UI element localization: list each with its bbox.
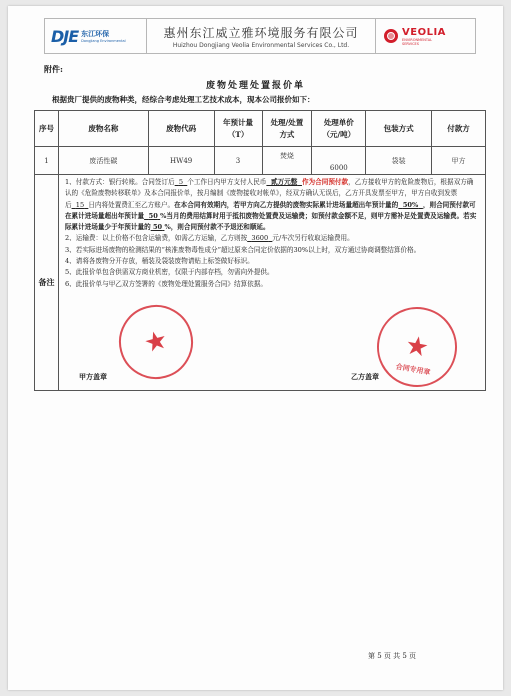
table-row (35, 147, 486, 175)
cell-annual-amount: 3 (214, 147, 262, 175)
col-header: 序号 (35, 111, 59, 147)
veolia-logo-text: VEOLIA (402, 26, 446, 38)
cell-waste-name: 废活性碳 (58, 147, 148, 175)
dongjiang-logo (45, 19, 147, 53)
attachment-label: 附件: (44, 64, 63, 74)
dje-logo-cn: 东江环保 (81, 30, 110, 38)
note-1: 1、付款方式：银行转账。合同签订后 5 个工作日内甲方支付人民币 贰万元整 作为合同预付款，乙方接收甲方的危险废物后，根据双方确认的《危险废物转移联单》及本合同报价单，按月编制《废物接收对帐单》，经双方确认无误后，乙方开具发票至甲方，甲方自收到发票后 15 日内将处置费汇至乙方账户。在本合同有效期内，若甲方向乙方提供的废物实际累计进场量超出年预计量的 50% ，则合同预付款可在累计进场量超出年预计量 50 %当月的费用结算时用于抵扣废物处置费及运输费；如预付款金额不足，则甲方需补足处置费及运输费。若实际累计进场量少于年预计量的 50 %，则合同预付款不予退还和顺延。 (64, 178, 477, 232)
col-header: 处理单价 （元/吨） (312, 111, 366, 147)
company-name-en: Huizhou Dongjiang Veolia Environmental Services Co., Ltd. (172, 41, 350, 49)
party-a-seal-label: 甲方盖章 (78, 372, 107, 381)
note-5: 5、此报价单包含供需双方商业机密，仅限于内部存档，勿需向外提供。 (64, 268, 274, 277)
note-6: 6、此报价单与甲乙双方签署的《废物处理处置服务合同》结算依据。 (64, 279, 267, 288)
col-header: 废物代码 (148, 111, 214, 147)
table-header-row (35, 111, 486, 147)
notes-row (35, 175, 486, 391)
col-header: 年预计量 （T） (214, 111, 262, 147)
note-4: 4、请将各废物分开存放，桶装及袋装废物请贴上标签做好标识。 (64, 257, 254, 266)
notes-cell (58, 175, 485, 391)
company-name-cn: 惠州东江威立雅环境服务有限公司 (163, 25, 359, 40)
document-title: 废物处理处置报价单 (205, 81, 305, 91)
cell-index: 1 (35, 147, 59, 175)
note-3: 3、若实际进场废物的检测结果的“核准废物毒性成分”超过原来合同定价依据的30%以上时，双方通过协商调整结算价格。 (64, 245, 421, 254)
cell-unit-price: 6000 (312, 147, 366, 175)
document-page (8, 6, 503, 690)
cell-packaging: 袋装 (366, 147, 432, 175)
col-header: 付款方 (432, 111, 486, 147)
dje-logo-text: DJE (51, 26, 79, 46)
note-2: 2、运输费：以上价格不包含运输费，如需乙方运输，乙方则按 3600 元/车次另行收取运输费用。 (64, 234, 354, 243)
veolia-logo (375, 19, 475, 53)
col-header: 废物名称 (58, 111, 148, 147)
letterhead (44, 18, 476, 54)
intro-text: 根据贵厂提供的废物种类，经综合考虑处理工艺技术成本，现本公司报价如下： (52, 95, 315, 104)
veolia-icon (384, 29, 398, 43)
note-label: 备注 (35, 175, 59, 391)
page-number: 第 5 页 共 5 页 (368, 652, 417, 660)
stamp-star-icon: ★ (140, 324, 172, 360)
veolia-logo-sub1: ENVIRONMENTAL (402, 37, 433, 42)
stamp-star-icon: ★ (402, 330, 432, 364)
cell-method: 焚烧 (262, 147, 312, 175)
veolia-logo-sub2: SERVICES (402, 41, 419, 46)
party-b-seal-label: 乙方盖章 (350, 372, 379, 381)
cell-payer: 甲方 (432, 147, 486, 175)
col-header: 包装方式 (366, 111, 432, 147)
cell-waste-code: HW49 (148, 147, 214, 175)
quotation-table (34, 110, 486, 391)
stamp-bottom-text: 合同专用章 (395, 361, 432, 377)
col-header: 处理/处置 方式 (262, 111, 312, 147)
dje-logo-en: Dongjiang Environmental (81, 39, 126, 43)
